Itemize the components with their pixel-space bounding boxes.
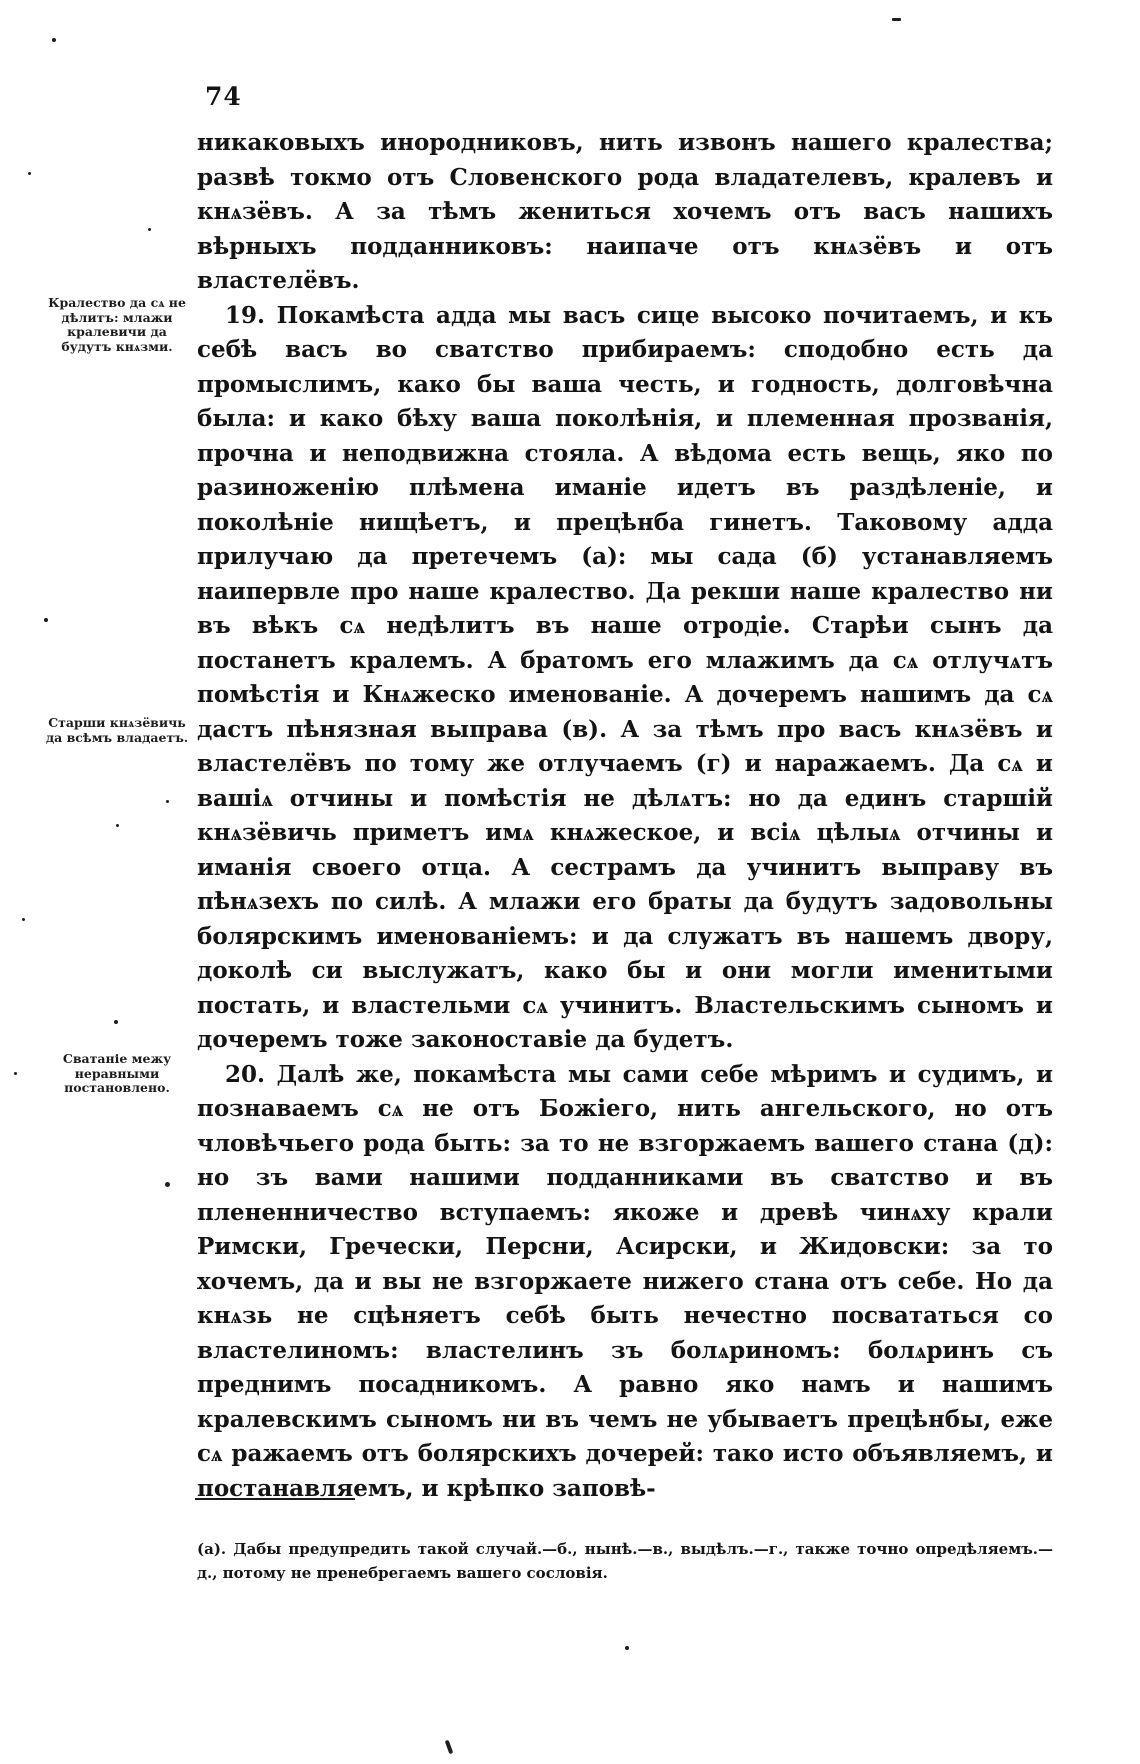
margin-note-eldest-prince: Старши кнѧзёвичь да всѣмъ владаетъ. [45,715,189,745]
scan-speck [148,228,151,231]
footnote-divider [195,1498,355,1500]
scan-speck [116,824,119,827]
margin-note-kingdom-indivisible: Кралество да сѧ не дѣлитъ: млажи кралевичи да будутъ кнѧзми. [48,295,186,354]
scan-speck [44,618,48,622]
margin-note-unequal-marriage: Сватаніе межу неравными постановлено. [62,1051,172,1095]
scan-speck [445,1740,454,1755]
scan-speck [22,918,25,921]
scan-speck [52,38,56,42]
scan-speck [14,1072,17,1075]
body-text [197,126,1053,1506]
scan-speck [28,172,31,175]
page-number: 74 [205,82,242,111]
paragraph-continuation: никаковыхъ инородниковъ, нить извонъ нашего кралества; развѣ токмо отъ Словенского рода владателевъ, кралевъ и кнѧзёвъ. А за тѣмъ жениться хочемъ отъ васъ нашихъ вѣрныхъ подданниковъ: наипаче отъ кнѧзёвъ и отъ властелёвъ. [197,129,1053,294]
scan-speck [625,1646,629,1650]
scan-speck [165,1182,170,1187]
paragraph-20: 20. Далѣ же, покамѣста мы сами себе мѣримъ и судимъ, и познаваемъ сѧ не отъ Божіего, нить ангельского, но отъ чловѣчьего рода быть: за то не взгоржаемъ вашего стана (д): но зъ вами нашими подданниками въ сватство и въ плененничество вступаемъ: якоже и древѣ чинѧху крали Римски, Гречески, Персни, Асирски, и Жидовски: за то хочемъ, да и вы не взгоржаете нижего стана отъ себе. Но да кнѧзь не сцѣняетъ себѣ быть нечестно посвататься со властелиномъ: властелинъ зъ болѧриномъ: болѧринъ съ преднимъ посадникомъ. А равно яко намъ и нашимъ кралевскимъ сыномъ ни въ чемъ не убываетъ прецѣнбы, еже сѧ ражаемъ отъ болярскихъ дочерей: тако исто объявляемъ, и постанавляемъ, и крѣпко заповѣ- [197,1060,1053,1502]
footnote: (а). Дабы предупредить такой случай.—б., нынѣ.—в., выдѣлъ.—г., также точно опредѣляемъ.—д., потому не пренебрегаемъ вашего сословія. [197,1540,1053,1582]
scan-speck [114,1020,118,1024]
scan-speck [892,18,901,21]
paragraph-19: 19. Покамѣста адда мы васъ сице высоко почитаемъ, и къ себѣ васъ во сватство прибираемъ: сподобно есть да промыслимъ, како бы ваша честь, и годность, долговѣчна была: и како бѣху ваша поколѣнія, и племенная прозванія, прочна и неподвижна стояла. А вѣдома есть вещь, яко по разиноженію плѣмена иманіе идетъ въ раздѣленіе, и поколѣніе нищѣетъ, и прецѣнба гинетъ. Таковому адда прилучаю да претечемъ (а): мы сада (б) устанавляемъ наипервле про наше кралество. Да рекши наше кралество ни въ вѣкъ сѧ недѣлитъ въ наше отродіе. Старѣи сынъ да постанетъ кралемъ. А братомъ его млажимъ да сѧ отлучѧтъ помѣстія и Кнѧжеско именованіе. А дочеремъ нашимъ да сѧ дастъ пѣнязная выправа (в). А за тѣмъ про васъ кнѧзёвъ и властелёвъ по тому же отлучаемъ (г) и наражаемъ. Да сѧ и вашіѧ отчины и помѣстія не дѣлѧтъ: но да единъ старшій кнѧзёвичь приметъ имѧ кнѧжеское, и всіѧ цѣлыѧ отчины и иманія своего отца. А сестрамъ да учинитъ выправу въ пѣнѧзехъ по силѣ. А млажи его браты да будутъ задовольны болярскимъ именованіемъ: и да служатъ въ нашемъ двору, доколѣ си выслужатъ, како бы и они могли именитыми постать, и властельми сѧ учинитъ. Властельскимъ сыномъ и дочеремъ тоже законоставіе да будетъ. [197,301,1053,1053]
scan-speck [166,800,169,803]
